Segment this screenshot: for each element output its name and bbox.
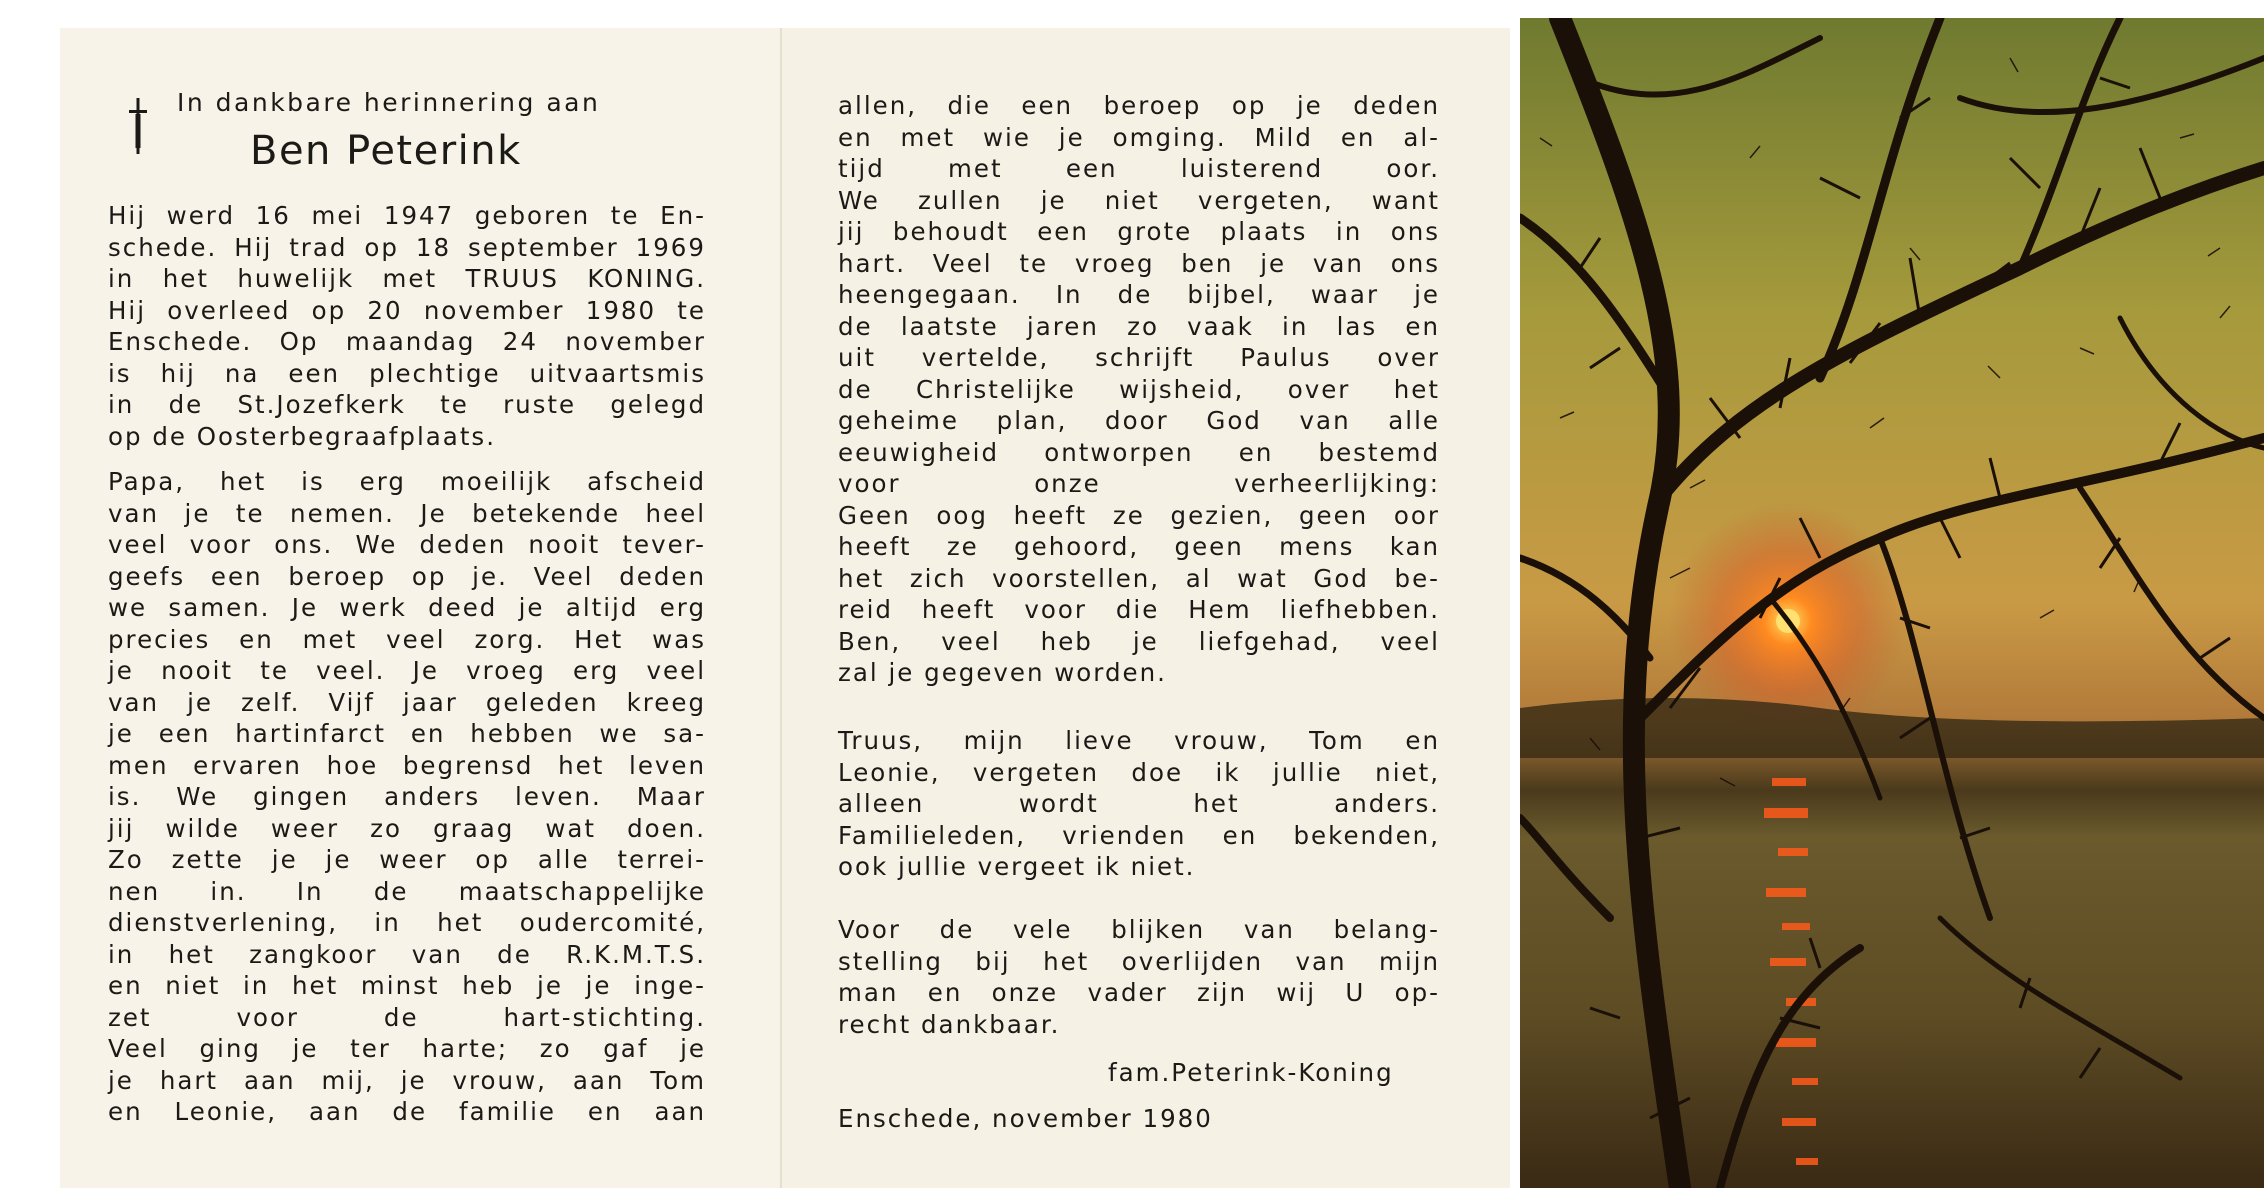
text-line: het zich voorstellen, al wat God be- <box>838 563 1440 593</box>
text-line: Papa, het is erg moeilijk afscheid <box>108 467 706 496</box>
text-line: allen, die een beroep op je deden <box>838 91 1440 120</box>
tribute-continuation-paragraph <box>838 90 1440 689</box>
text-line: stelling bij het overlijden van mijn <box>838 946 1440 976</box>
text-line: we samen. Je werk deed je altijd erg <box>108 593 706 622</box>
text-line: zal je gegeven worden. <box>838 658 1167 687</box>
text-line: precies en met veel zorg. Het was <box>108 624 706 654</box>
text-line: in de St.Jozefkerk te ruste gelegd <box>108 390 706 419</box>
text-line: en niet in het minst heb je je inge- <box>108 971 706 1000</box>
text-line: Veel ging je ter harte; zo gaf je <box>108 1034 706 1063</box>
text-line: nen in. In de maatschappelijke <box>108 876 706 906</box>
text-line: Truus, mijn lieve vrouw, Tom en <box>838 726 1440 755</box>
text-line: in het huwelijk met TRUUS KONING. <box>108 264 706 293</box>
text-line: je hart aan mij, je vrouw, aan Tom <box>108 1065 706 1095</box>
text-line: zet voor de hart-stichting. <box>108 1002 706 1032</box>
text-line: hart. Veel te vroeg ben je van ons <box>838 248 1440 278</box>
text-line: Familieleden, vrienden en bekenden, <box>838 820 1440 850</box>
text-line: Geen oog heeft ze gezien, geen oor <box>838 500 1440 530</box>
text-line: geheime plan, door God van alle <box>838 406 1440 435</box>
text-line: dienstverlening, in het oudercomité, <box>108 908 706 937</box>
text-line: Zo zette je je weer op alle terrei- <box>108 845 706 874</box>
text-line: heengegaan. In de bijbel, waar je <box>838 280 1440 309</box>
text-line: veel voor ons. We deden nooit tever- <box>108 530 706 559</box>
text-line: is hij na een plechtige uitvaartsmis <box>108 358 706 388</box>
biography-paragraph <box>108 200 706 452</box>
text-line: je een hartinfarct en hebben we sa- <box>108 719 706 748</box>
text-line: heeft ze gehoord, geen mens kan <box>838 532 1440 561</box>
fold-line <box>780 28 782 1188</box>
text-line: de laatste jaren zo vaak in las en <box>838 311 1440 341</box>
text-line: en met wie je omging. Mild en al- <box>838 122 1440 152</box>
text-line: eeuwigheid ontworpen en bestemd <box>838 437 1440 467</box>
text-line: van je zelf. Vijf jaar geleden kreeg <box>108 687 706 717</box>
deceased-name: Ben Peterink <box>250 128 522 174</box>
text-line: je nooit te veel. Je vroeg erg veel <box>108 656 706 685</box>
thanks-paragraph <box>838 914 1440 1040</box>
text-line: ook jullie vergeet ik niet. <box>838 852 1196 881</box>
place-date: Enschede, november 1980 <box>838 1104 1213 1133</box>
text-line: voor onze verheerlijking: <box>838 469 1440 498</box>
text-line: Leonie, vergeten doe ik jullie niet, <box>838 757 1440 787</box>
text-line: jij wilde weer zo graag wat doen. <box>108 813 706 843</box>
text-line: uit vertelde, schrijft Paulus over <box>838 343 1440 372</box>
text-line: Ben, veel heb je liefgehad, veel <box>838 626 1440 656</box>
text-line: recht dankbaar. <box>838 1009 1061 1039</box>
text-line: Hij overleed op 20 november 1980 te <box>108 295 706 325</box>
text-line: schede. Hij trad op 18 september 1969 <box>108 232 706 262</box>
text-line: Enschede. Op maandag 24 november <box>108 327 706 356</box>
text-line: Hij werd 16 mei 1947 geboren te En- <box>108 201 706 230</box>
signature: fam.Peterink-Koning <box>1108 1058 1394 1087</box>
dedication-header: In dankbare herinnering aan <box>177 88 601 117</box>
text-line: is. We gingen anders leven. Maar <box>108 782 706 811</box>
text-line: en Leonie, aan de familie en aan <box>108 1097 706 1126</box>
text-line: in het zangkoor van de R.K.M.T.S. <box>108 939 706 969</box>
text-line: op de Oosterbegraafplaats. <box>108 421 496 451</box>
tribute-paragraph <box>108 466 706 1128</box>
text-line: men ervaren hoe begrensd het leven <box>108 750 706 780</box>
text-line: alleen wordt het anders. <box>838 789 1440 818</box>
text-line: Voor de vele blijken van belang- <box>838 915 1440 944</box>
cross-icon <box>126 96 150 156</box>
text-line: de Christelijke wijsheid, over het <box>838 374 1440 404</box>
text-line: man en onze vader zijn wij U op- <box>838 978 1440 1007</box>
text-line: reid heeft voor die Hem liefhebben. <box>838 595 1440 624</box>
text-line: van je te nemen. Je betekende heel <box>108 498 706 528</box>
family-paragraph <box>838 725 1440 883</box>
text-line: tijd met een luisterend oor. <box>838 154 1440 183</box>
text-line: geefs een beroep op je. Veel deden <box>108 561 706 591</box>
text-line: jij behoudt een grote plaats in ons <box>838 217 1440 246</box>
sunset-through-branches-image <box>1520 18 2264 1188</box>
text-line: We zullen je niet vergeten, want <box>838 185 1440 215</box>
